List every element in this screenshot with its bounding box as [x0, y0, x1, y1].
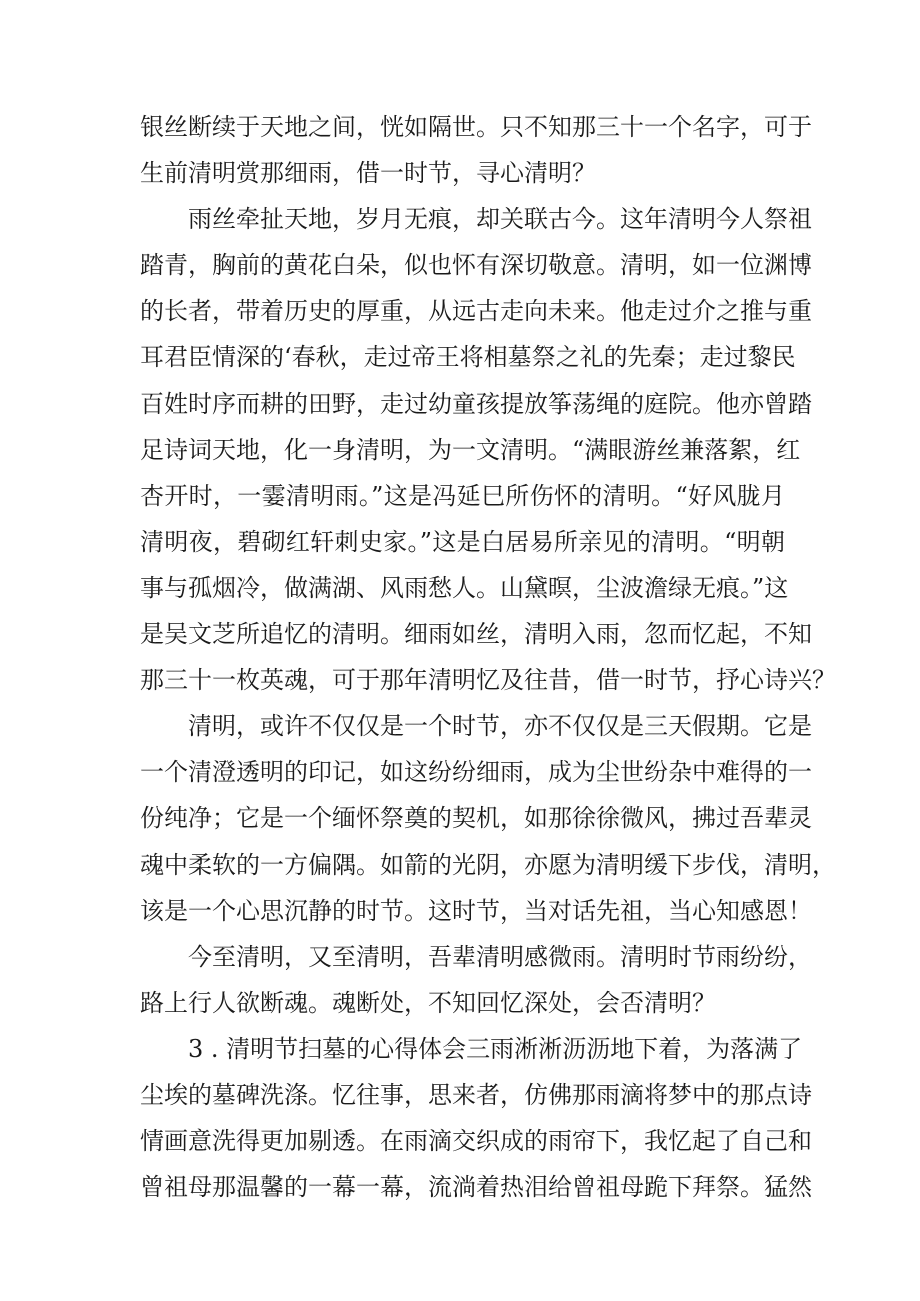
text-line: 生前清明赏那细雨，借一时节，寻心清明？: [140, 159, 596, 188]
body-text: [140, 104, 836, 1210]
text-line: 杏开时，一霎清明雨。”这是冯延巳所伤怀的清明。“好风胧月: [140, 481, 785, 510]
text-line: 雨丝牵扯天地，岁月无痕，却关联古今。这年清明今人祭祖: [188, 205, 812, 234]
text-line: 该是一个心思沉静的时节。这时节，当对话先祖，当心知感恩！: [140, 896, 812, 925]
text-line: 足诗词天地，化一身清明，为一文清明。“满眼游丝兼落絮，红: [140, 435, 801, 464]
text-line: 的长者，带着历史的厚重，从远古走向未来。他走过介之推与重: [140, 297, 812, 326]
text-line: 百姓时序而耕的田野，走过幼童孩提放筝荡绳的庭院。他亦曾踏: [140, 389, 812, 418]
text-line: 一个清澄透明的印记，如这纷纷细雨，成为尘世纷杂中难得的一: [140, 758, 812, 787]
text-line: 清明夜，碧砌红轩刺史家。”这是白居易所亲见的清明。“明朝: [140, 527, 785, 556]
text-line: 尘埃的墓碑洗涤。忆往事，思来者，仿佛那雨滴将梦中的那点诗: [140, 1080, 812, 1109]
text-line: 曾祖母那温馨的一幕一幕，流淌着热泪给曾祖母跪下拜祭。猛然: [140, 1173, 812, 1202]
text-line: 份纯净；它是一个缅怀祭奠的契机，如那徐徐微风，拂过吾辈灵: [140, 804, 812, 833]
text-line: 踏青，胸前的黄花白朵，似也怀有深切敬意。清明，如一位渊博: [140, 251, 812, 280]
text-line: 魂中柔软的一方偏隅。如箭的光阴，亦愿为清明缓下步伐，清明，: [140, 850, 836, 879]
text-line: 事与孤烟冷，做满湖、风雨愁人。山黛暝，尘波澹绿无痕。”这: [140, 573, 789, 602]
text-line: 路上行人欲断魂。魂断处，不知回忆深处，会否清明？: [140, 988, 716, 1017]
text-line: 今至清明，又至清明，吾辈清明感微雨。清明时节雨纷纷，: [188, 942, 812, 971]
text-line: 清明，或许不仅仅是一个时节，亦不仅仅是三天假期。它是: [188, 712, 812, 741]
text-line: 情画意洗得更加剔透。在雨滴交织成的雨帘下，我忆起了自己和: [140, 1127, 812, 1156]
text-line: 3 . 清明节扫墓的心得体会三雨淅淅沥沥地下着，为落满了: [188, 1034, 803, 1063]
text-line: 耳君臣情深的‘春秋，走过帝王将相墓祭之礼的先秦；走过黎民: [140, 343, 796, 372]
text-line: 银丝断续于天地之间，恍如隔世。只不知那三十一个名字，可于: [140, 113, 812, 141]
text-line: 那三十一枚英魂，可于那年清明忆及往昔，借一时节，抒心诗兴？: [140, 666, 836, 695]
text-line: 是吴文芝所追忆的清明。细雨如丝，清明入雨，忽而忆起，不知: [140, 620, 812, 649]
